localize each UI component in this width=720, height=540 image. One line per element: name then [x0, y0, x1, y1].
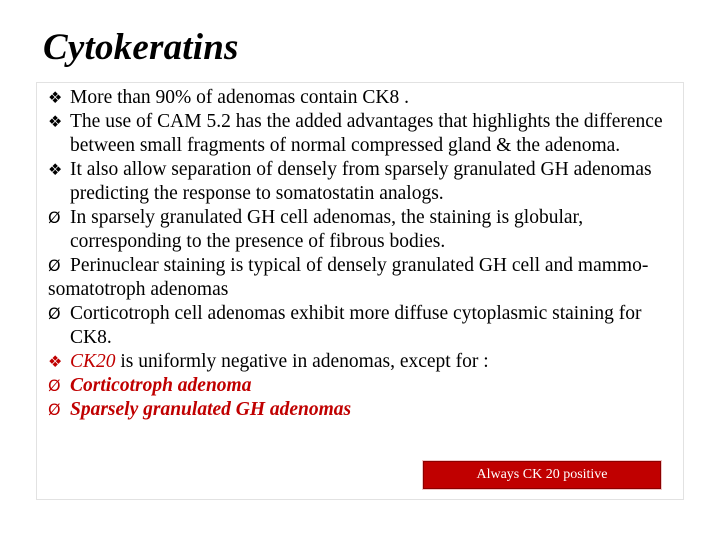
diamond-bullet-icon: ❖: [48, 112, 63, 131]
diamond-bullet-icon: ❖: [48, 352, 63, 371]
list-item: [48, 110, 678, 158]
list-item: [48, 374, 678, 398]
list-item: [48, 254, 678, 302]
arrow-bullet-icon: Ø: [48, 304, 61, 323]
arrow-bullet-icon: Ø: [48, 256, 61, 275]
diamond-bullet-icon: ❖: [48, 160, 63, 179]
list-item-text: Corticotroph cell adenomas exhibit more diffuse cytoplasmic staining for CK8.: [70, 303, 642, 348]
bullet-list: [48, 86, 678, 422]
list-item: [48, 206, 678, 254]
diamond-bullet-icon: ❖: [48, 88, 63, 107]
list-item-text: is uniformly negative in adenomas, except for :: [115, 351, 489, 372]
list-item: [48, 350, 678, 374]
list-item: [48, 158, 678, 206]
list-item-text: It also allow separation of densely from sparsely granulated GH adenomas predicting the response to somatostatin analogs.: [70, 159, 652, 204]
list-item-text: Sparsely granulated GH adenomas: [70, 399, 352, 420]
list-item-text: Perinuclear staining is typical of densely granulated GH cell and mammo-somatotroph adenomas: [48, 255, 649, 300]
list-item: [48, 86, 678, 110]
arrow-bullet-icon: Ø: [48, 376, 61, 395]
arrow-bullet-icon: Ø: [48, 208, 61, 227]
list-item-lead: CK20: [70, 351, 116, 372]
list-item-text: More than 90% of adenomas contain CK8 .: [70, 87, 410, 108]
callout-badge: Always CK 20 positive: [423, 461, 661, 489]
slide-title: Cytokeratins: [43, 27, 239, 68]
list-item: [48, 398, 678, 422]
list-item-text: Corticotroph adenoma: [70, 375, 252, 396]
list-item: [48, 302, 678, 350]
arrow-bullet-icon: Ø: [48, 400, 61, 419]
list-item-text: In sparsely granulated GH cell adenomas, the staining is globular, corresponding to the presence of fibrous bodies.: [70, 207, 584, 252]
list-item-text: The use of CAM 5.2 has the added advantages that highlights the difference between small fragments of normal compressed gland & the adenoma.: [70, 111, 663, 156]
